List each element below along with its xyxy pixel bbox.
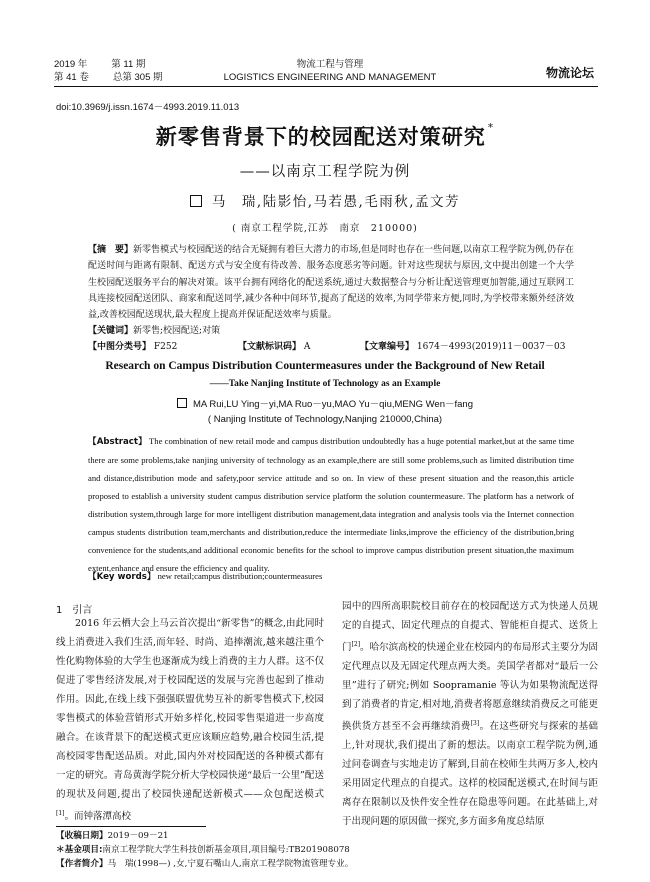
abstract-cn-text: 新零售模式与校园配送的结合无疑拥有着巨大潜力的市场,但是同时也存在一些问题,以南京工程学院为例,仍存在配送时间与距离有限制、配送方式与安全度有待改善、服务态度恶劣等问题。针对这些现状与原因,文中提出创建一个大学生校园配送服务平台的解决对策。该平台拥有网络化的配送系统,通过大数据整合与分析让配送管理更加智能,通过互联网工具连接校园配送团队、商家和配送同学,减少各种中间环节,提高了配送的效率,为同学带来方便,同时,为学校带来额外经济效益,改善校园配送现状,最大程度上提高并保证配送效率与质量。	[88, 245, 574, 321]
section-tag: 物流论坛	[545, 66, 594, 80]
section-heading-intro: 1 引言	[56, 605, 93, 616]
journal-name-en: LOGISTICS ENGINEERING AND MANAGEMENT	[223, 72, 437, 83]
intro-paragraph-left-tail: 。而钟落潭高校	[64, 811, 132, 823]
author-list	[0, 190, 650, 210]
english-title: Research on Campus Distribution Countermeasures under the Background of New Retail	[105, 360, 545, 372]
affiliation: ( 南京工程学院,江苏 南京 210000)	[232, 223, 418, 234]
english-affiliation: ( Nanjing Institute of Technology,Nanjing 210000,China)	[207, 414, 443, 425]
header-total-issue: 总第 305 期	[112, 72, 163, 83]
paper-title	[0, 121, 650, 151]
keywords-cn-label: 【关键词】	[88, 326, 134, 337]
body-column-right	[342, 597, 598, 831]
clc-label: 【中图分类号】	[88, 342, 152, 352]
footnote-rule	[56, 826, 206, 827]
fund-label: ＊基金项目:	[56, 845, 103, 855]
footnote-received	[56, 829, 169, 843]
doi: doi:10.3969/j.issn.1674－4993.2019.11.013	[56, 102, 240, 113]
intro-paragraph-right-1: 园中的四所高职院校目前存在的校园配送方式为快递人员规定的自提式、固定代理点的自提式、智能柜自提式、送货上门	[342, 601, 598, 654]
running-header-left	[54, 58, 187, 84]
keywords-cn-text: 新零售;校园配送;对策	[133, 326, 221, 337]
english-author-names: MA Rui,LU Ying－yi,MA Ruo－yu,MAO Yu－qiu,MENG Wen－fang	[192, 399, 473, 410]
doc-code-label: 【文献标识码】	[238, 342, 302, 352]
english-subtitle: ——Take Nanjing Institute of Technology as an Example	[209, 379, 441, 389]
title-footnote-mark: *	[487, 121, 495, 134]
keywords-en	[88, 570, 574, 582]
journal-name-cn: 物流工程与管理	[296, 59, 364, 70]
abstract-cn	[88, 242, 574, 340]
author-names: 马 瑞,陆影怡,马若愚,毛雨秋,孟文芳	[211, 194, 461, 210]
citation-1: [1]	[56, 810, 65, 817]
abstract-cn-label: 【摘 要】	[88, 245, 134, 255]
received-date: 2019－09－21	[107, 831, 169, 841]
abstract-en-label: 【Abstract】	[88, 437, 147, 447]
intro-paragraph-right-3: 。在这些研究与探索的基础上,针对现状,我们提出了新的想法。以南京工程学院为例,通过问卷调查与实地走访了解到,目前在校师生共两万多人,校内采用固定代理点的自提式。这样的校园配送模式,在时间与距离存在限制以及快件安全性存在隐患等问题。在此基础上,对于出现问题的原因做一探究,多方面多角度总结原	[342, 721, 598, 828]
author-bio-label: 【作者简介】	[56, 859, 108, 869]
doc-code-value: A	[303, 342, 311, 352]
abstract-en-text: The combination of new retail mode and campus distribution undoubtedly has a huge potential market,but at the same time there are some problems,take nanjing university of technology as an example,there are still some problems,such as limited distribution time and distance,distribution mode and safety,poor service attitude and so on. In view of these present situation and the reason,this article proposed to establish a university student campus distribution service platform the solution countermeasure. The platform has a network of distribution system,through large for more intelligent distribution management,data integration and analysis tools via the Internet connection campus students distribution team,merchants and distribution,reduce the intermediate links,improve the efficiency of the distribution,bring convenience for the students,and additional economic benefits for the school to improve campus distribution present situation,the maximum extent,enhance and ensure the efficiency and quality.	[88, 436, 575, 573]
header-rule	[54, 86, 598, 87]
author-bio-text: 马 瑞(1998—) ,女,宁夏石嘴山人,南京工程学院物流管理专业。	[107, 859, 354, 869]
citation-3: [3]	[470, 720, 480, 728]
paper-subtitle: ——以南京工程学院为例	[239, 164, 411, 180]
english-authors	[0, 396, 650, 410]
header-issue: 第 11 期	[111, 59, 146, 70]
keywords-en-label: 【Key words】	[88, 572, 156, 582]
intro-paragraph-right-2: 。哈尔滨高校的快递企业在校园内的布局形式主要分为固定代理点以及无固定代理点两大类。美国学者都对“最后一公里”进行了研究;例如 Soopramanie 等认为如果物流配送得到了消费者的肯定,相对地,消费者将愿意继续消费反之可能更换供货方甚至不会再继续消费	[342, 642, 598, 733]
clc-field	[88, 339, 177, 352]
keywords-en-text: new retail;campus distribution;countermeasures	[157, 571, 323, 581]
header-year: 2019 年	[54, 59, 88, 70]
abstract-en	[88, 432, 574, 577]
running-header-journal	[200, 58, 460, 84]
article-no-label: 【文章编号】	[360, 342, 415, 352]
article-no-value: 1674－4993(2019)11－0037－03	[416, 342, 566, 352]
footnote-author	[56, 857, 353, 871]
box-mark-icon-en	[177, 398, 187, 408]
doc-code-field	[238, 339, 310, 352]
fund-text: 南京工程学院大学生科技创新基金项目,项目编号:TB201908078	[102, 845, 350, 855]
received-label: 【收稿日期】	[56, 831, 108, 841]
body-column-left	[56, 614, 324, 826]
clc-value: F252	[153, 342, 178, 352]
citation-2: [2]	[351, 641, 361, 648]
paper-title-text: 新零售背景下的校园配送对策研究	[155, 125, 486, 149]
intro-paragraph-left: 2016 年云栖大会上马云首次提出“新零售”的概念,由此同时线上消费进入我们生活,而年轻、时尚、追捧潮流,越来越注重个性化购物体验的大学生也逐渐成为线上消费的主力人群。这不仅促进了零售经济发展,对于校园配送的发展与完善也起到了推动作用。因此,在线上线下强强联盟优势互补的新零售模式下,校园零售模式的体验营销形式开始多样化,校园零售渠道进一步高度融合。在该背景下的配送模式更应该顺应趋势,融合校园生活,提高校园零售配送品质。对此,国内外对校园配送的各种模式都有一定的研究。青岛黄海学院分析大学校园快递“最后一公里”配送的现状及问题,提出了校园快递配送新模式——众包配送模式	[56, 618, 324, 800]
footnote-fund	[56, 843, 350, 857]
box-mark-icon	[190, 195, 202, 207]
header-volume: 第 41 卷	[54, 72, 89, 83]
article-no-field	[360, 339, 565, 352]
